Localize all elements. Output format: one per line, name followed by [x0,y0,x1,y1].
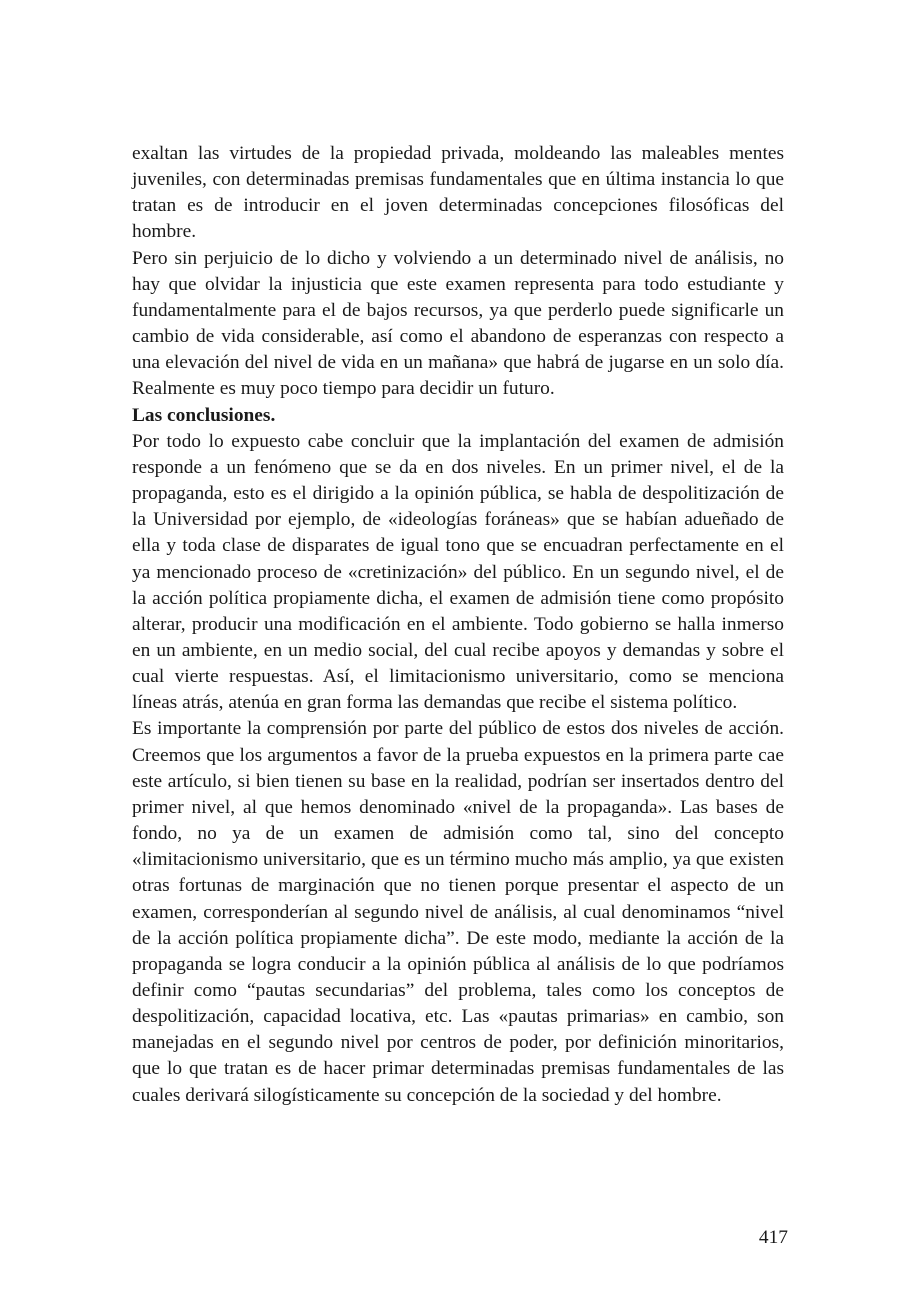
page-number: 417 [758,1227,788,1248]
paragraph-conclusion-understanding: Es importante la comprensión por parte del público de estos dos niveles de acción. Creemos que los argumentos a favor de la prueba expuestos en la primera parte cae este artículo, si bien tienen su base en la realidad, podrían ser insertados dentro del primer nivel, al que hemos denominado «nivel de la propaganda». Las bases de fondo, no ya de un examen de admisión como tal, sino del concepto «limitacionismo universitario, que es un término mucho más amplio, ya que existen otras fortunas de marginación que no tienen porque presentar el aspecto de un examen, corresponderían al segundo nivel de análisis, al cual denominamos “nivel de la acción política propiamente dicha”. De este modo, mediante la acción de la propaganda se logra conducir a la opinión pública al análisis de lo que podríamos definir como “pautas secundarias” del problema, tales como los conceptos de despolitización, capacidad locativa, etc. Las «pautas primarias» en cambio, son manejadas en el segundo nivel por centros de poder, por definición minoritarios, que lo que tratan es de hacer primar determinadas premisas fundamentales de las cuales derivará silogísticamente su concepción de la sociedad y del hombre. [132,718,784,1106]
paragraph-continuation: exaltan las virtudes de la propiedad privada, moldeando las maleables mentes juveniles, con determinadas premisas fundamentales que en última instancia lo que tratan es de introducir en el joven determinadas concepciones filosóficas del hombre. [132,143,784,243]
section-heading-conclusions: Las conclusiones. [132,404,276,426]
paragraph-conclusion-levels: Por todo lo expuesto cabe concluir que la implantación del examen de admisión responde a un fenómeno que se da en dos niveles. En un primer nivel, el de la propaganda, esto es el dirigido a la opinión pública, se habla de despolitización de la Universidad por ejemplo, de «ideologías foráneas» que se habían adueñado de ella y toda clase de disparates de igual tono que se encuadran perfectamente en el ya mencionado proceso de «cretinización» del público. En un segundo nivel, el de la acción política propiamente dicha, el examen de admisión tiene como propósito alterar, producir una modificación en el ambiente. Todo gobierno se halla inmerso en un ambiente, en un medio social, del cual recibe apoyos y demandas y sobre el cual vierte respuestas. Así, el limitacionismo universitario, como se menciona líneas atrás, atenúa en gran forma las demandas que recibe el sistema político. [132,430,784,714]
body-text [132,141,784,1109]
paragraph-injustice: Pero sin perjuicio de lo dicho y volviendo a un determinado nivel de análisis, no hay que olvidar la injusticia que este examen representa para todo estudiante y fundamentalmente para el de bajos recursos, ya que perderlo puede significarle un cambio de vida considerable, así como el abandono de esperanzas con respecto a una elevación del nivel de vida en un mañana» que habrá de jugarse en un solo día. Realmente es muy poco tiempo para decidir un futuro. [132,247,784,400]
